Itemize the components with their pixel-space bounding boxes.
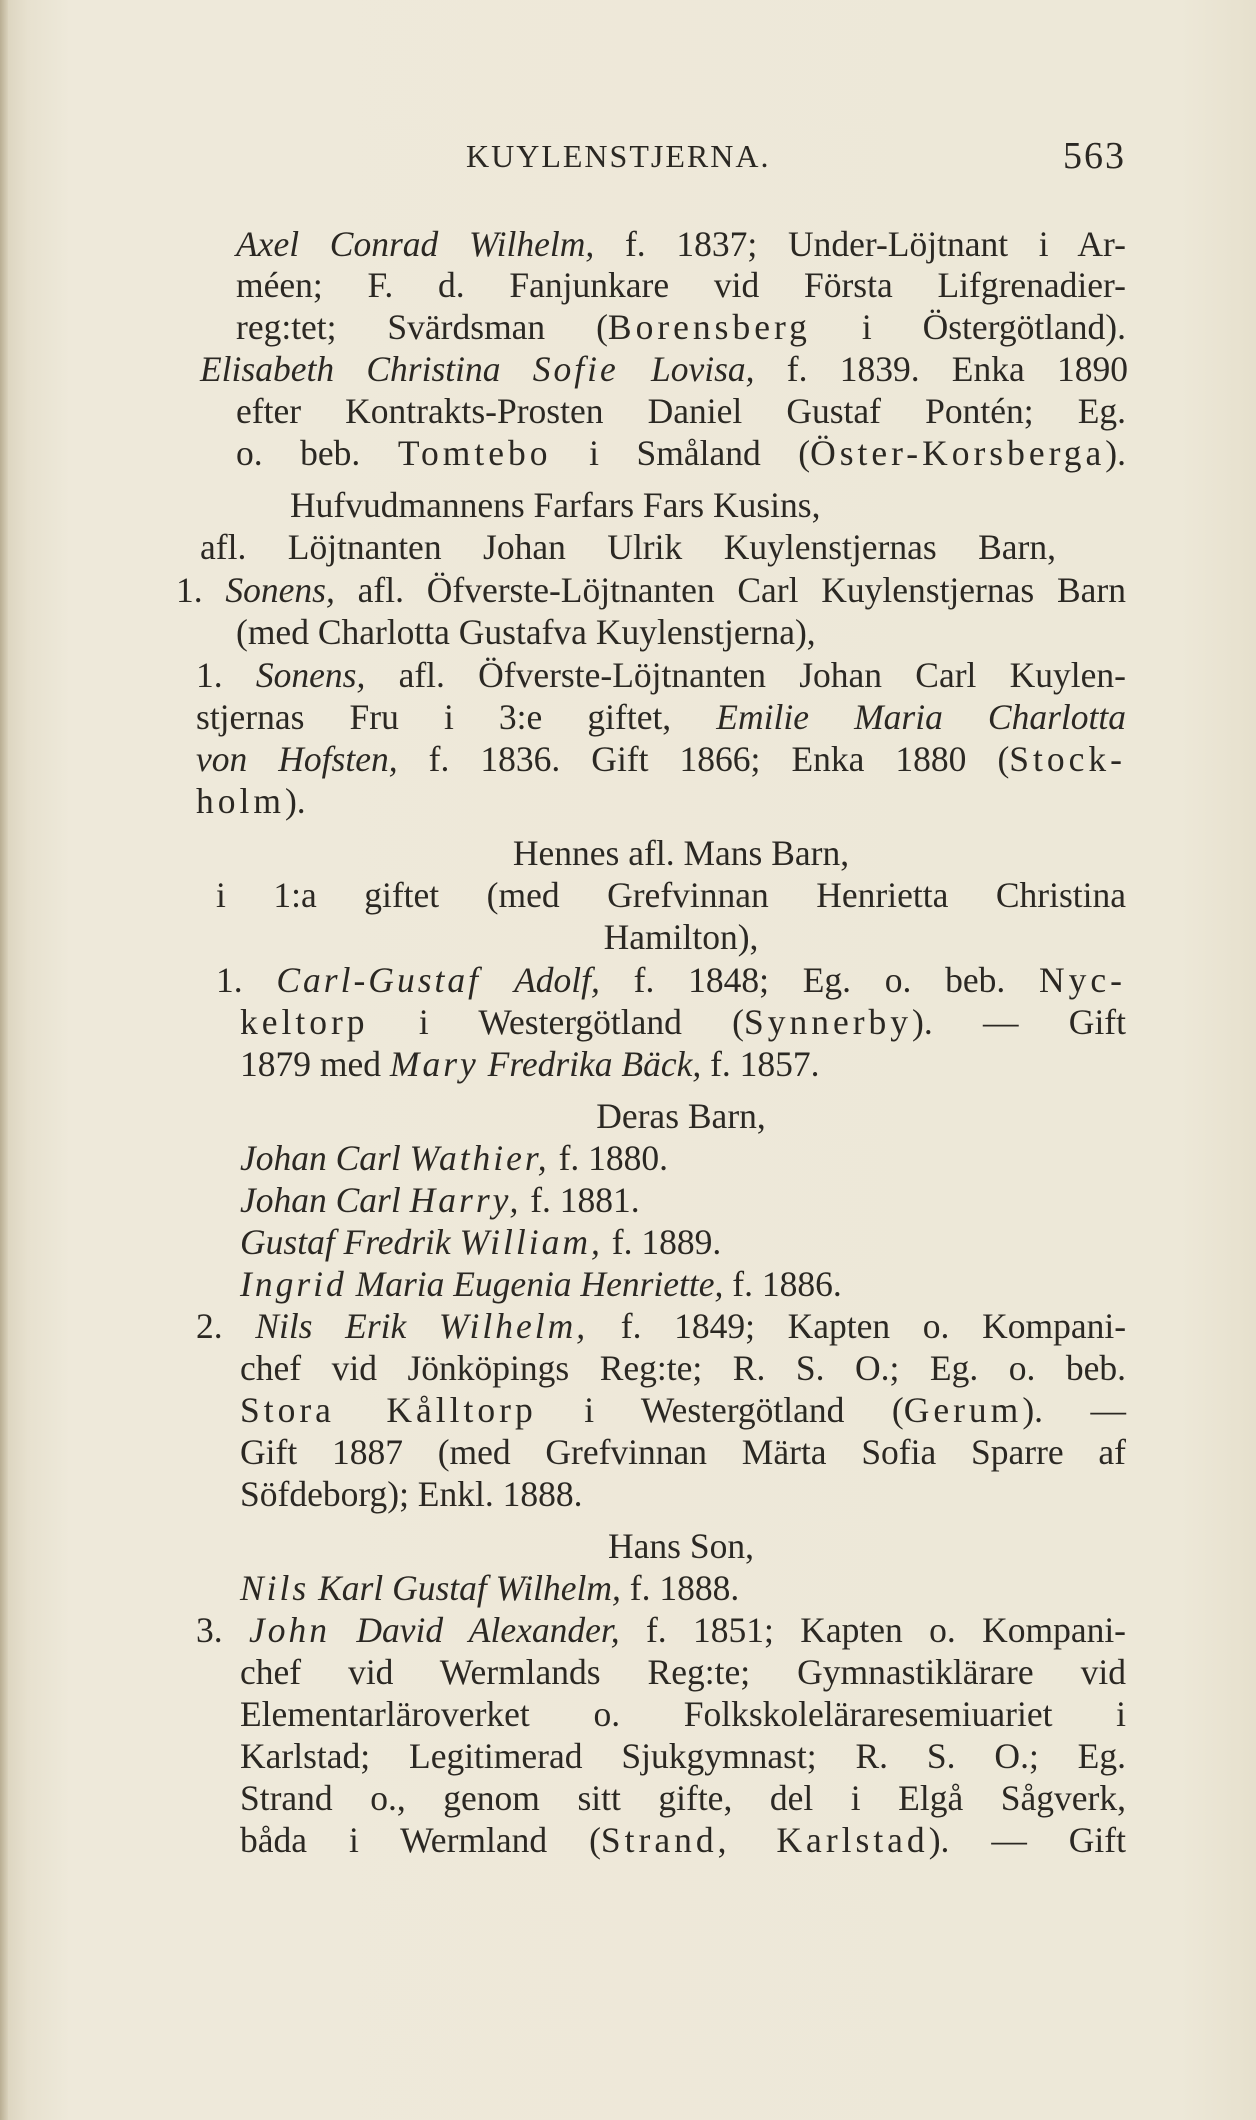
text-segment: f. 1839. Enka 1890	[754, 349, 1128, 389]
text-segment: Gift 1887 (med Grefvinnan Märta Sofia Sparre af	[240, 1432, 1126, 1472]
text-segment: Strand, Karlstad	[600, 1820, 929, 1860]
text-segment: Fredrika Bäck,	[478, 1044, 702, 1084]
text-line	[236, 224, 1126, 264]
text-segment: f. 1849; Kapten o. Kompani-	[588, 1306, 1127, 1346]
text-segment: Sofie	[532, 349, 619, 389]
text-segment: Borensberg	[607, 307, 811, 347]
text-line	[236, 917, 1126, 957]
text-segment: John	[248, 1610, 330, 1650]
text-line	[240, 1820, 1126, 1860]
text-segment: Söfdeborg); Enkl. 1888.	[240, 1474, 583, 1514]
text-segment: Sonens,	[225, 570, 335, 610]
text-line	[236, 307, 1126, 347]
text-segment: Gerum	[903, 1390, 1023, 1430]
text-segment: 1.	[196, 655, 256, 695]
text-line	[240, 1138, 668, 1178]
text-segment: Johan Carl	[240, 1180, 410, 1220]
text-line	[216, 875, 1126, 915]
text-segment: f. 1851; Kapten o. Kompani-	[619, 1610, 1127, 1650]
text-segment: Ingrid	[240, 1264, 347, 1304]
text-segment: i Småland (	[551, 433, 811, 473]
text-segment: f. 1857.	[701, 1044, 820, 1084]
text-segment: f. 1886.	[723, 1264, 842, 1304]
text-segment: båda i Wermland (	[240, 1820, 601, 1860]
text-segment: Elisabeth Christina	[200, 349, 533, 389]
text-segment: Elementarläroverket o. Folkskoleläraresemiuariet i	[240, 1694, 1126, 1734]
text-segment: f. 1836. Gift 1866; Enka 1880 (	[397, 739, 1010, 779]
text-line	[236, 265, 1126, 305]
text-segment: Nils	[240, 1568, 310, 1608]
text-segment: i Westergötland (	[536, 1390, 904, 1430]
text-line	[240, 1002, 1126, 1042]
text-segment: f. 1888.	[620, 1568, 740, 1608]
text-line	[236, 612, 816, 652]
text-segment: i Östergötland).	[810, 307, 1126, 347]
text-segment: Stora Kålltorp	[240, 1390, 537, 1430]
text-segment: f. 1848; Eg. o. beb.	[599, 960, 1040, 1000]
text-segment: Synnerby	[743, 1002, 913, 1042]
text-line	[240, 1778, 1126, 1818]
text-line	[290, 485, 820, 525]
text-segment: chef vid Jönköpings Reg:te; R. S. O.; Eg. o. beb.	[240, 1348, 1126, 1388]
text-segment: Axel Conrad Wilhelm,	[236, 224, 595, 264]
text-segment: Johan Carl	[240, 1138, 410, 1178]
text-line	[240, 1736, 1126, 1776]
text-segment: Tomtebo	[397, 433, 552, 473]
text-line	[240, 1222, 721, 1262]
text-segment: ). — Gift	[928, 1820, 1126, 1860]
text-segment: reg:tet; Svärdsman (	[236, 307, 608, 347]
text-line	[236, 1096, 1126, 1136]
text-segment: Maria Eugenia Henriette,	[346, 1264, 724, 1304]
text-segment: Karl Gustaf Wilhelm,	[309, 1568, 621, 1608]
text-segment: 3.	[196, 1610, 249, 1650]
text-segment: Hamilton),	[603, 917, 759, 957]
text-line	[200, 349, 1128, 389]
text-line	[196, 739, 1126, 779]
text-segment: Öster-Korsberga	[810, 433, 1106, 473]
text-segment: Wilhelm,	[438, 1306, 589, 1346]
page-spine-shadow	[0, 0, 8, 2120]
text-segment: keltorp	[240, 1002, 369, 1042]
text-segment: chef vid Wermlands Reg:te; Gymnastiklärare vid	[240, 1652, 1126, 1692]
text-segment: 1879 med	[240, 1044, 390, 1084]
text-segment: Hufvudmannens Farfars Fars Kusins,	[290, 485, 821, 525]
text-segment: Hennes afl. Mans Barn,	[512, 833, 850, 873]
text-line	[240, 1044, 820, 1084]
text-line	[196, 781, 306, 821]
running-head: KUYLENSTJERNA.	[466, 138, 771, 174]
text-segment: William,	[459, 1222, 603, 1262]
text-segment: Hans Son,	[608, 1526, 754, 1566]
page-number: 563	[1063, 135, 1126, 177]
text-segment: Nyc-	[1039, 960, 1126, 1000]
text-segment: von Hofsten,	[196, 739, 398, 779]
text-segment: ). —	[1022, 1390, 1126, 1430]
text-segment: ).	[1105, 433, 1126, 473]
text-segment: Emilie Maria Charlotta	[716, 697, 1126, 737]
text-segment: afl. Löjtnanten Johan Ulrik Kuylenstjernas Barn,	[200, 527, 1056, 567]
text-line	[240, 1694, 1126, 1734]
text-segment: Gustaf Fredrik	[240, 1222, 460, 1262]
text-segment: 2.	[196, 1306, 256, 1346]
text-line	[240, 1474, 583, 1514]
text-segment: stjernas Fru i 3:e giftet,	[196, 697, 717, 737]
text-line	[240, 1348, 1126, 1388]
text-line	[196, 655, 1126, 695]
text-segment: i 1:a giftet (med Grefvinnan Henrietta Christina	[216, 875, 1126, 915]
text-segment: o. beb.	[236, 433, 398, 473]
text-segment: f. 1881.	[521, 1180, 640, 1220]
text-segment: Nils Erik	[255, 1306, 439, 1346]
text-segment: ).	[284, 781, 306, 821]
text-line	[196, 1610, 1126, 1650]
text-segment: Harry,	[409, 1180, 522, 1220]
text-segment: Karlstad; Legitimerad Sjukgymnast; R. S. O.; Eg.	[240, 1736, 1126, 1776]
page-header	[236, 135, 1126, 182]
text-line	[236, 433, 1126, 473]
text-line	[240, 1652, 1126, 1692]
text-segment: (med Charlotta Gustafva Kuylenstjerna),	[236, 612, 816, 652]
text-segment: Stock-	[1009, 739, 1126, 779]
text-line	[236, 391, 1126, 431]
text-line	[240, 1390, 1126, 1430]
text-segment: afl. Öfverste-Löjtnanten Carl Kuylenstjernas Barn	[334, 570, 1126, 610]
text-line	[240, 1264, 842, 1304]
text-segment: 1.	[216, 960, 277, 1000]
text-segment: f. 1837; Under-Löjtnant i Ar-	[594, 224, 1126, 264]
text-segment: David Alexander,	[330, 1610, 620, 1650]
text-segment: méen; F. d. Fanjunkare vid Första Lifgrenadier-	[236, 265, 1126, 305]
text-segment: holm	[196, 781, 285, 821]
text-segment: Carl-Gustaf	[276, 960, 481, 1000]
text-segment: Deras Barn,	[596, 1096, 766, 1136]
text-line	[176, 570, 1126, 610]
text-segment: ). — Gift	[912, 1002, 1126, 1042]
text-line	[240, 1432, 1126, 1472]
text-line	[200, 527, 1056, 567]
text-segment: f. 1880.	[549, 1138, 669, 1178]
text-segment: f. 1889.	[602, 1222, 722, 1262]
text-segment: Strand o., genom sitt gifte, del i Elgå Sågverk,	[240, 1778, 1126, 1818]
text-line	[216, 960, 1126, 1000]
text-segment: Sonens,	[255, 655, 366, 695]
text-segment: Wathier,	[409, 1138, 550, 1178]
text-segment: i Westergötland (	[368, 1002, 744, 1042]
text-line	[240, 1180, 640, 1220]
text-line	[236, 1526, 1126, 1566]
text-segment: Lovisa,	[618, 349, 755, 389]
text-segment: Adolf,	[480, 960, 600, 1000]
text-line	[236, 833, 1126, 873]
text-segment: afl. Öfverste-Löjtnanten Johan Carl Kuylen-	[365, 655, 1126, 695]
text-segment: 1.	[176, 570, 226, 610]
text-segment: efter Kontrakts-Prosten Daniel Gustaf Pontén; Eg.	[236, 391, 1126, 431]
text-segment: Mary	[389, 1044, 479, 1084]
text-line	[240, 1568, 739, 1608]
text-line	[196, 1306, 1126, 1346]
text-line	[196, 697, 1126, 737]
